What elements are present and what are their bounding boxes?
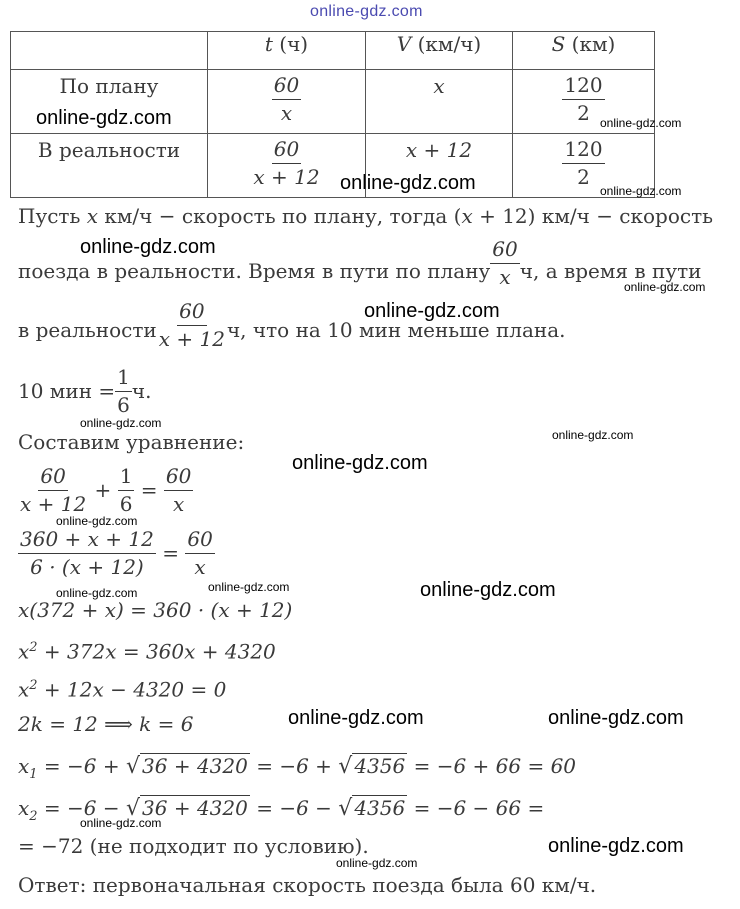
row-distance: $\frac{120}{2}$ <box>513 70 655 134</box>
equation-8: $x_2 = -6$ − √ 36 + 4320 = −6 − √ 4356 = −6 − 66 = <box>18 796 545 824</box>
header-distance: S (км) <box>513 32 655 70</box>
equation-9: = −72 (не подходит по условию). <box>18 834 369 858</box>
watermark: online-gdz.com <box>208 580 290 594</box>
watermark: online-gdz.com <box>80 236 216 258</box>
equation-6: 2k = 12 ⟹ k = 6 <box>18 712 194 736</box>
sqrt-icon: √ <box>338 754 353 779</box>
row-speed: x <box>366 70 513 134</box>
text-line-2: поезда в реальности. Время в пути по плану $\frac{60}{x}$ ч, а время в пути <box>18 237 702 289</box>
row-speed: x + 12 <box>366 134 513 198</box>
watermark: online-gdz.com <box>624 280 706 294</box>
equation-4: $x^2 + 372x = 360x + 4320$ <box>18 639 276 664</box>
watermark: online-gdz.com <box>36 107 172 129</box>
equation-5: $x^2 + 12x - 4320 = 0$ <box>18 677 227 702</box>
equation-3: x(372 + x) = 360 · (x + 12) <box>18 598 293 622</box>
watermark: online-gdz.com <box>80 816 162 830</box>
watermark: online-gdz.com <box>548 707 684 729</box>
watermark: online-gdz.com <box>80 416 162 430</box>
watermark: online-gdz.com <box>548 835 684 857</box>
row-time: $\frac{60}{x}$ <box>208 70 366 134</box>
watermark-top: online-gdz.com <box>310 3 423 20</box>
watermark: online-gdz.com <box>56 586 138 600</box>
watermark: online-gdz.com <box>364 300 500 322</box>
row-time: $\frac{60}{x + 12}$ <box>208 134 366 198</box>
text-line-3: в реальности $\frac{60}{x + 12}$ ч, что на 10 мин меньше плана. <box>18 299 566 351</box>
watermark: online-gdz.com <box>552 428 634 442</box>
equation-7: $x_1 = -6$ + √ 36 + 4320 = −6 + √ 4356 = −6 + 66 = 60 <box>18 754 577 782</box>
text-line-5: Составим уравнение: <box>18 430 245 454</box>
header-empty-cell <box>11 32 208 70</box>
answer-line: Ответ: первоначальная скорость поезда была 60 км/ч. <box>18 873 597 897</box>
sqrt-icon: √ <box>338 796 353 821</box>
table-row <box>11 134 655 198</box>
equation-2: $\frac{360 + x + 12}{6 \cdot (x + 12)}$ = $\frac{60}{x}$ <box>20 527 213 579</box>
header-time: t (ч) <box>208 32 366 70</box>
table-header-row <box>11 32 655 70</box>
row-label: В реальности <box>11 134 208 198</box>
watermark: online-gdz.com <box>340 172 476 194</box>
equation-1: $\frac{60}{x + 12}$ + $\frac{1}{6}$ = $\frac{60}{x}$ <box>20 464 192 516</box>
sqrt-icon: √ <box>126 754 141 779</box>
watermark: online-gdz.com <box>292 452 428 474</box>
watermark: online-gdz.com <box>336 856 418 870</box>
watermark: online-gdz.com <box>288 707 424 729</box>
watermark: online-gdz.com <box>420 579 556 601</box>
row-label: По плану <box>11 70 208 134</box>
sqrt-icon: √ <box>126 796 141 821</box>
text-line-4: 10 мин = $\frac{1}{6}$ ч. <box>18 365 152 417</box>
watermark: online-gdz.com <box>56 514 138 528</box>
watermark: online-gdz.com <box>600 184 682 198</box>
watermark: online-gdz.com <box>600 116 682 130</box>
row-distance: $\frac{120}{2}$ <box>513 134 655 198</box>
text-line-1: Пусть x км/ч − скорость по плану, тогда (x + 12) км/ч − скорость <box>18 204 714 228</box>
header-speed: V (км/ч) <box>366 32 513 70</box>
